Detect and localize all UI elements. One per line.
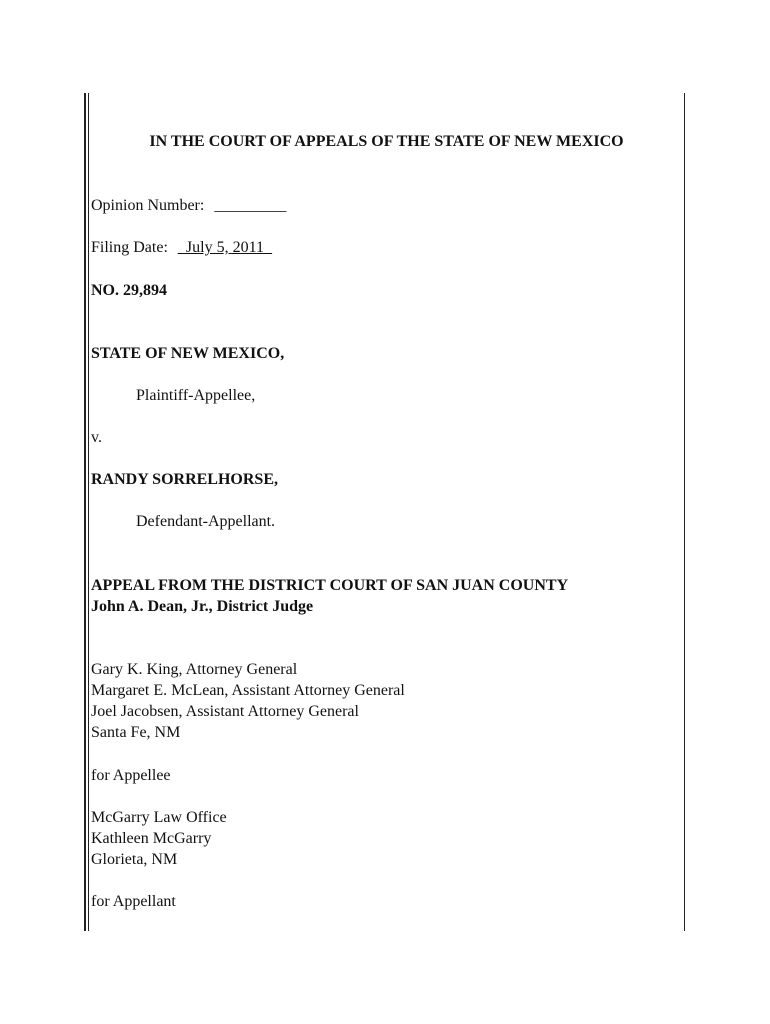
left-margin-rule — [84, 93, 86, 931]
appellant-counsel-line: Kathleen McGarry — [91, 830, 212, 847]
district-judge: John A. Dean, Jr., District Judge — [91, 598, 314, 615]
right-margin-rule — [684, 93, 685, 931]
for-appellee: for Appellee — [91, 767, 171, 784]
appellee-counsel-line: Joel Jacobsen, Assistant Attorney General — [91, 703, 359, 720]
opinion-number-label: Opinion Number: — [91, 197, 205, 214]
plaintiff-role: Plaintiff-Appellee, — [136, 387, 256, 404]
filing-date-value: _July 5, 2011_ — [177, 239, 272, 256]
appellant-counsel-line: Glorieta, NM — [91, 851, 178, 868]
docket-number: NO. 29,894 — [91, 282, 167, 299]
defendant-role: Defendant-Appellant. — [136, 513, 276, 530]
versus: v. — [91, 429, 102, 446]
left-margin-rule-inner — [88, 93, 89, 931]
appellee-counsel-line: Margaret E. McLean, Assistant Attorney General — [91, 682, 405, 699]
opinion-number-line — [91, 196, 286, 216]
appeal-heading: APPEAL FROM THE DISTRICT COURT OF SAN JUAN COUNTY — [91, 577, 569, 594]
plaintiff-name: STATE OF NEW MEXICO, — [91, 345, 285, 362]
court-title: IN THE COURT OF APPEALS OF THE STATE OF NEW MEXICO — [149, 133, 624, 150]
opinion-number-value: _________ — [214, 197, 287, 214]
for-appellant: for Appellant — [91, 893, 176, 910]
filing-date-line — [91, 238, 272, 258]
appellee-counsel-line: Gary K. King, Attorney General — [91, 661, 298, 678]
filing-date-label: Filing Date: — [91, 239, 168, 256]
appellee-counsel-line: Santa Fe, NM — [91, 724, 181, 741]
defendant-name: RANDY SORRELHORSE, — [91, 471, 278, 488]
appellant-counsel-line: McGarry Law Office — [91, 809, 227, 826]
